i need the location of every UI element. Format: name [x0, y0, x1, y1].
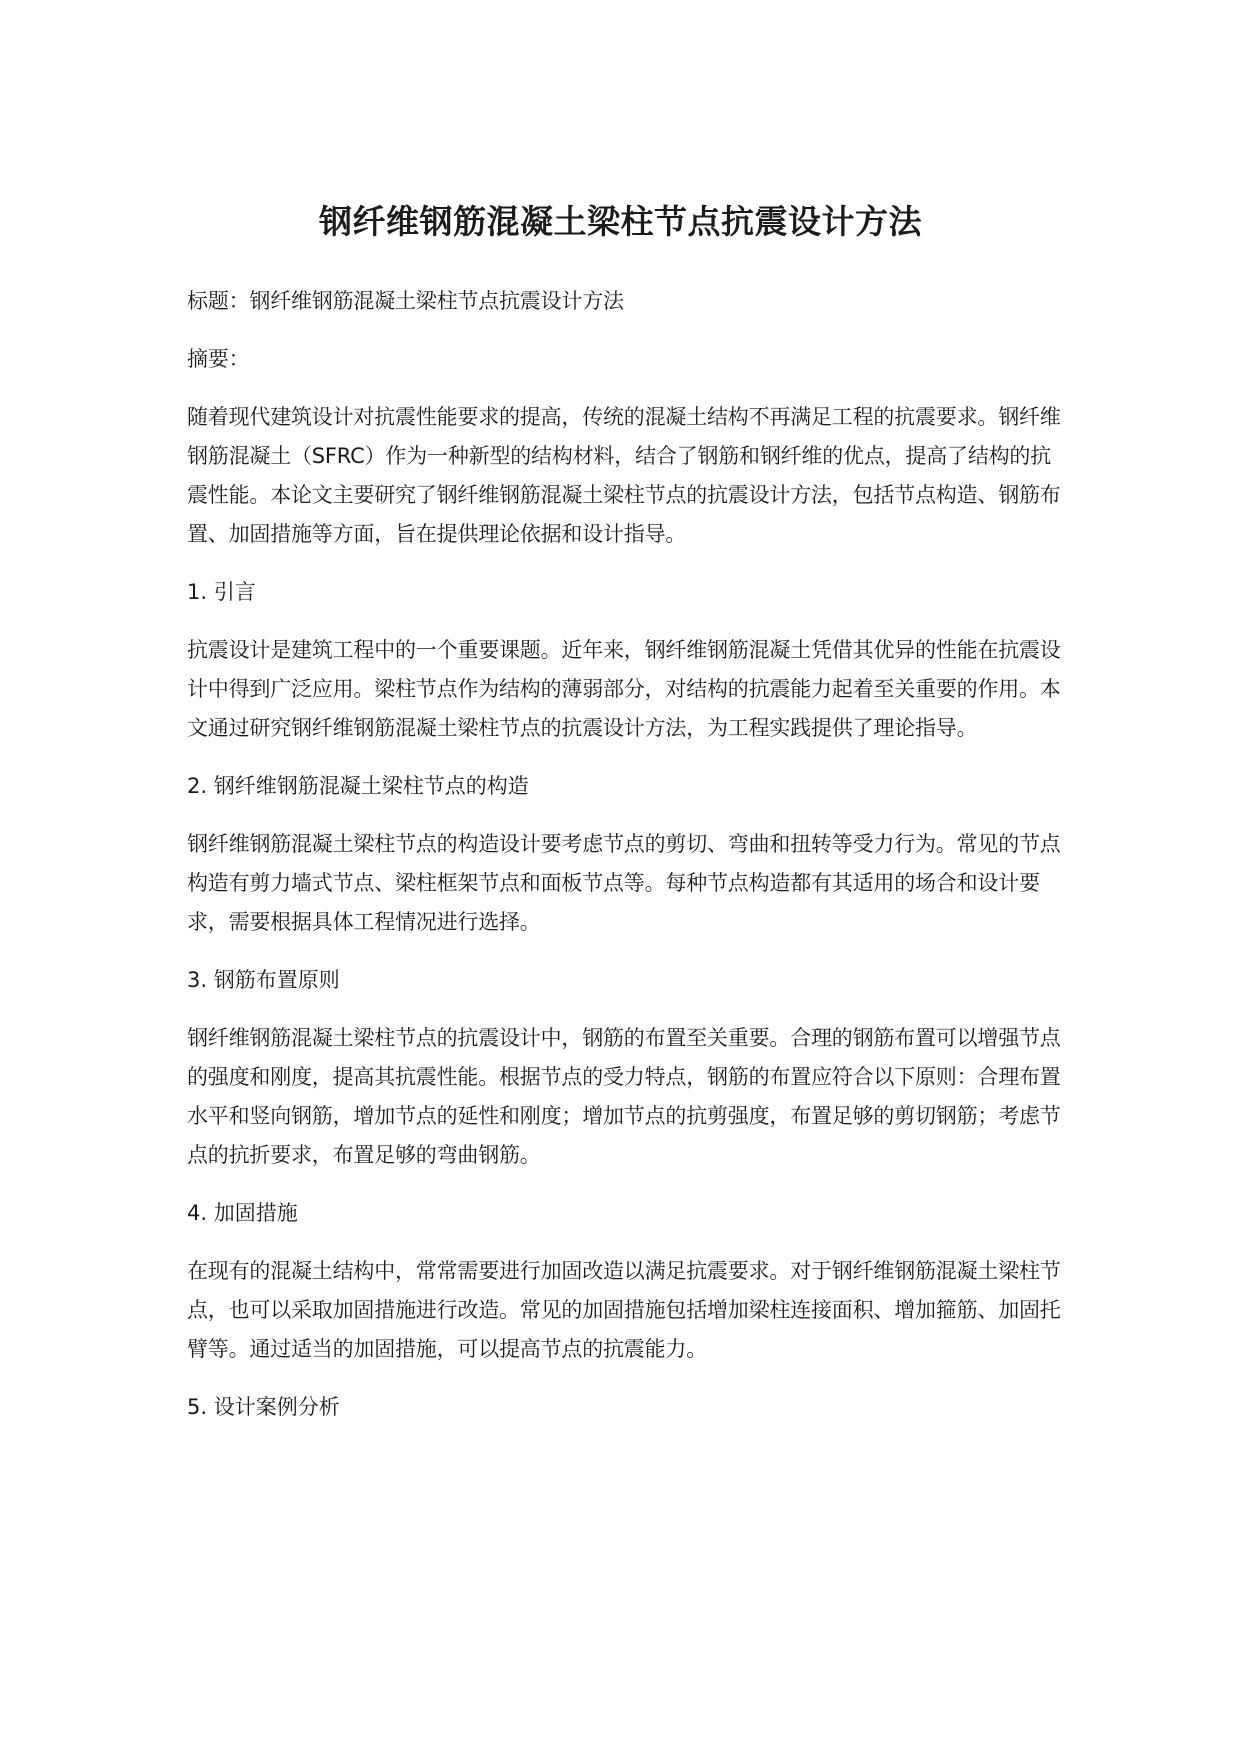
section-heading-case-study: 5. 设计案例分析	[187, 1395, 340, 1419]
section-body-reinforcement: 在现有的混凝土结构中，常常需要进行加固改造以满足抗震要求。对于钢纤维钢筋混凝土梁柱节点，也可以采取加固措施进行改造。常见的加固措施包括增加梁柱连接面积、增加箍筋、加固托臂等。通过适当的加固措施，可以提高节点的抗震能力。	[187, 1259, 1061, 1361]
section-body-construction: 钢纤维钢筋混凝土梁柱节点的构造设计要考虑节点的剪切、弯曲和扭转等受力行为。常见的节点构造有剪力墙式节点、梁柱框架节点和面板节点等。每种节点构造都有其适用的场合和设计要求，需要根据具体工程情况进行选择。	[187, 832, 1061, 934]
document-body	[187, 282, 1067, 1427]
section-heading-construction: 2. 钢纤维钢筋混凝土梁柱节点的构造	[187, 774, 529, 798]
abstract-paragraph: 随着现代建筑设计对抗震性能要求的提高，传统的混凝土结构不再满足工程的抗震要求。钢纤维钢筋混凝土（SFRC）作为一种新型的结构材料，结合了钢筋和钢纤维的优点，提高了结构的抗震性能。本论文主要研究了钢纤维钢筋混凝土梁柱节点的抗震设计方法，包括节点构造、钢筋布置、加固措施等方面，旨在提供理论依据和设计指导。	[187, 405, 1061, 546]
abstract-label: 摘要：	[187, 347, 250, 371]
section-heading-reinforcement: 4. 加固措施	[187, 1201, 298, 1225]
section-heading-intro: 1. 引言	[187, 580, 256, 604]
title-line: 标题：钢纤维钢筋混凝土梁柱节点抗震设计方法	[187, 289, 624, 313]
document-title: 钢纤维钢筋混凝土梁柱节点抗震设计方法	[319, 202, 922, 242]
section-heading-rebar: 3. 钢筋布置原则	[187, 968, 340, 992]
section-body-intro: 抗震设计是建筑工程中的一个重要课题。近年来，钢纤维钢筋混凝土凭借其优异的性能在抗震设计中得到广泛应用。梁柱节点作为结构的薄弱部分，对结构的抗震能力起着至关重要的作用。本文通过研究钢纤维钢筋混凝土梁柱节点的抗震设计方法，为工程实践提供了理论指导。	[187, 638, 1061, 740]
section-body-rebar: 钢纤维钢筋混凝土梁柱节点的抗震设计中，钢筋的布置至关重要。合理的钢筋布置可以增强节点的强度和刚度，提高其抗震性能。根据节点的受力特点，钢筋的布置应符合以下原则：合理布置水平和竖向钢筋，增加节点的延性和刚度；增加节点的抗剪强度，布置足够的剪切钢筋；考虑节点的抗折要求，布置足够的弯曲钢筋。	[187, 1026, 1061, 1167]
